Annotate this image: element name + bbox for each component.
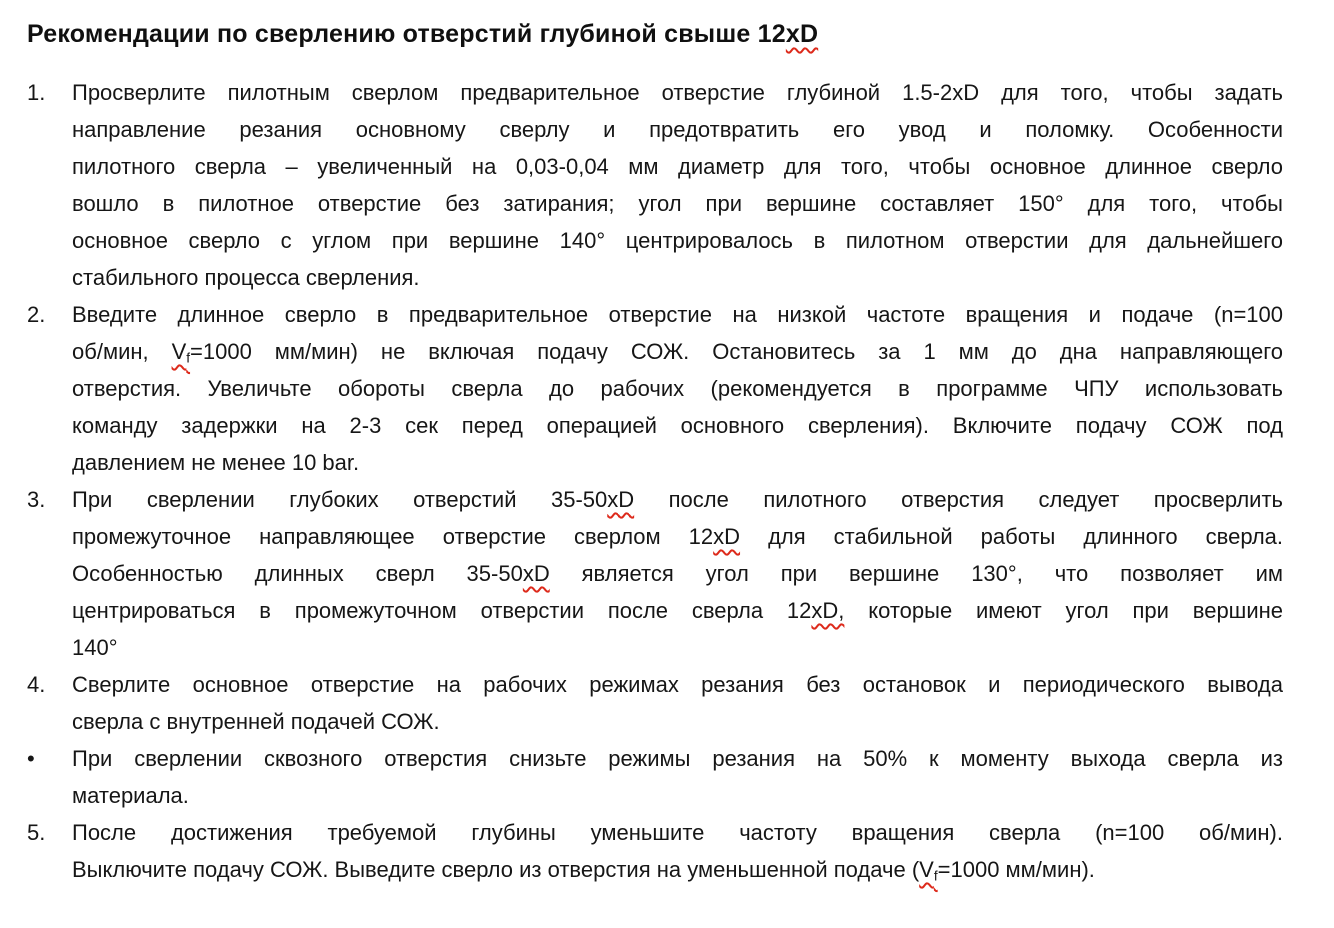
text-segment: которые имеют угол при вершине (844, 598, 1283, 623)
text-segment: Рекомендации по сверлению отверстий глубиной свыше 12 (27, 20, 786, 48)
text-segment: после пилотного отверстия следует просверлить (634, 487, 1284, 512)
text-segment: =1000 мм/мин) не включая подачу СОЖ. Остановитесь за 1 мм до дна направляющего (190, 339, 1283, 364)
recommendations-list (27, 74, 1283, 888)
text-line (72, 629, 1283, 666)
text-segment: Особенностью длинных сверл 35-50 (72, 561, 523, 586)
list-item-marker: • (27, 746, 35, 771)
text-segment: промежуточное направляющее отверстие сверлом 12 (72, 524, 714, 549)
text-line (72, 703, 1283, 740)
misspelled-text: xD (522, 561, 550, 586)
text-segment: команду задержки на 2-3 сек перед операцией основного сверления). Включите подачу СОЖ под (72, 413, 1283, 438)
text-segment: основное сверло с углом при вершине 140° центрировалось в пилотном отверстии для дальнейшего (72, 228, 1283, 253)
text-segment: пилотного сверла – увеличенный на 0,03-0,04 мм диаметр для того, чтобы основное длинное сверло (72, 154, 1283, 179)
list-item (27, 666, 1283, 740)
text-segment: материала. (72, 783, 189, 808)
text-line (72, 481, 1283, 518)
misspelled-text: V (171, 339, 187, 364)
text-line (72, 518, 1283, 555)
text-line (72, 851, 1283, 888)
text-line (72, 814, 1283, 851)
text-segment: После достижения требуемой глубины уменьшите частоту вращения сверла (n=100 об/мин). (72, 820, 1283, 845)
misspelled-text: f (186, 350, 191, 366)
document-title (0, 0, 1334, 54)
misspelled-text: xD (785, 20, 819, 48)
list-item (27, 481, 1283, 666)
text-line (72, 185, 1283, 222)
misspelled-text: xD (607, 487, 635, 512)
text-segment: для стабильной работы длинного сверла. (740, 524, 1283, 549)
text-line (72, 555, 1283, 592)
text-line (72, 740, 1283, 777)
text-segment: центрироваться в промежуточном отверстии после сверла 12 (72, 598, 812, 623)
text-line (72, 333, 1283, 370)
text-segment: При сверлении сквозного отверстия снизьте режимы резания на 50% к моменту выхода сверла из (72, 746, 1283, 771)
text-line (72, 148, 1283, 185)
text-segment: направление резания основному сверлу и предотвратить его увод и поломку. Особенности (72, 117, 1283, 142)
text-line (72, 370, 1283, 407)
text-line (72, 444, 1283, 481)
text-segment: сверла с внутренней подачей СОЖ. (72, 709, 440, 734)
text-segment: Выключите подачу СОЖ. Выведите сверло из отверстия на уменьшенной подаче ( (72, 857, 920, 882)
list-item (27, 296, 1283, 481)
text-segment: отверстия. Увеличьте обороты сверла до рабочих (рекомендуется в программе ЧПУ использовать (72, 376, 1283, 401)
text-line (72, 74, 1283, 111)
text-segment: стабильного процесса сверления. (72, 265, 420, 290)
text-segment: является угол при вершине 130°, что позволяет им (549, 561, 1283, 586)
list-item (27, 740, 1283, 814)
text-segment: Сверлите основное отверстие на рабочих режимах резания без остановок и периодического вывода (72, 672, 1283, 697)
list-item (27, 74, 1283, 296)
text-segment: вошло в пилотное отверстие без затирания; угол при вершине составляет 150° для того, чтобы (72, 191, 1283, 216)
misspelled-text: xD, (811, 598, 845, 623)
misspelled-text: V (919, 857, 934, 882)
list-item-marker: 5. (27, 820, 46, 845)
text-segment: 140° (72, 635, 118, 660)
list-item-marker: 2. (27, 302, 46, 327)
text-line (72, 296, 1283, 333)
text-line (72, 777, 1283, 814)
text-segment: При сверлении глубоких отверстий 35-50 (72, 487, 608, 512)
text-line (72, 592, 1283, 629)
list-item-marker: 3. (27, 487, 46, 512)
text-segment: Просверлите пилотным сверлом предварительное отверстие глубиной 1.5-2xD для того, чтобы задать (72, 80, 1283, 105)
list-item-marker: 4. (27, 672, 46, 697)
list-item (27, 814, 1283, 888)
text-segment: =1000 мм/мин). (937, 857, 1095, 882)
text-line (72, 111, 1283, 148)
text-line (72, 407, 1283, 444)
misspelled-text: f (933, 868, 938, 884)
text-segment: об/мин, (72, 339, 172, 364)
text-segment: Введите длинное сверло в предварительное отверстие на низкой частоте вращения и подаче (n=100 (72, 302, 1283, 327)
misspelled-text: xD (713, 524, 741, 549)
text-line (72, 259, 1283, 296)
text-line (72, 666, 1283, 703)
text-line (72, 222, 1283, 259)
list-item-marker: 1. (27, 80, 46, 105)
text-segment: давлением не менее 10 bar. (72, 450, 360, 475)
